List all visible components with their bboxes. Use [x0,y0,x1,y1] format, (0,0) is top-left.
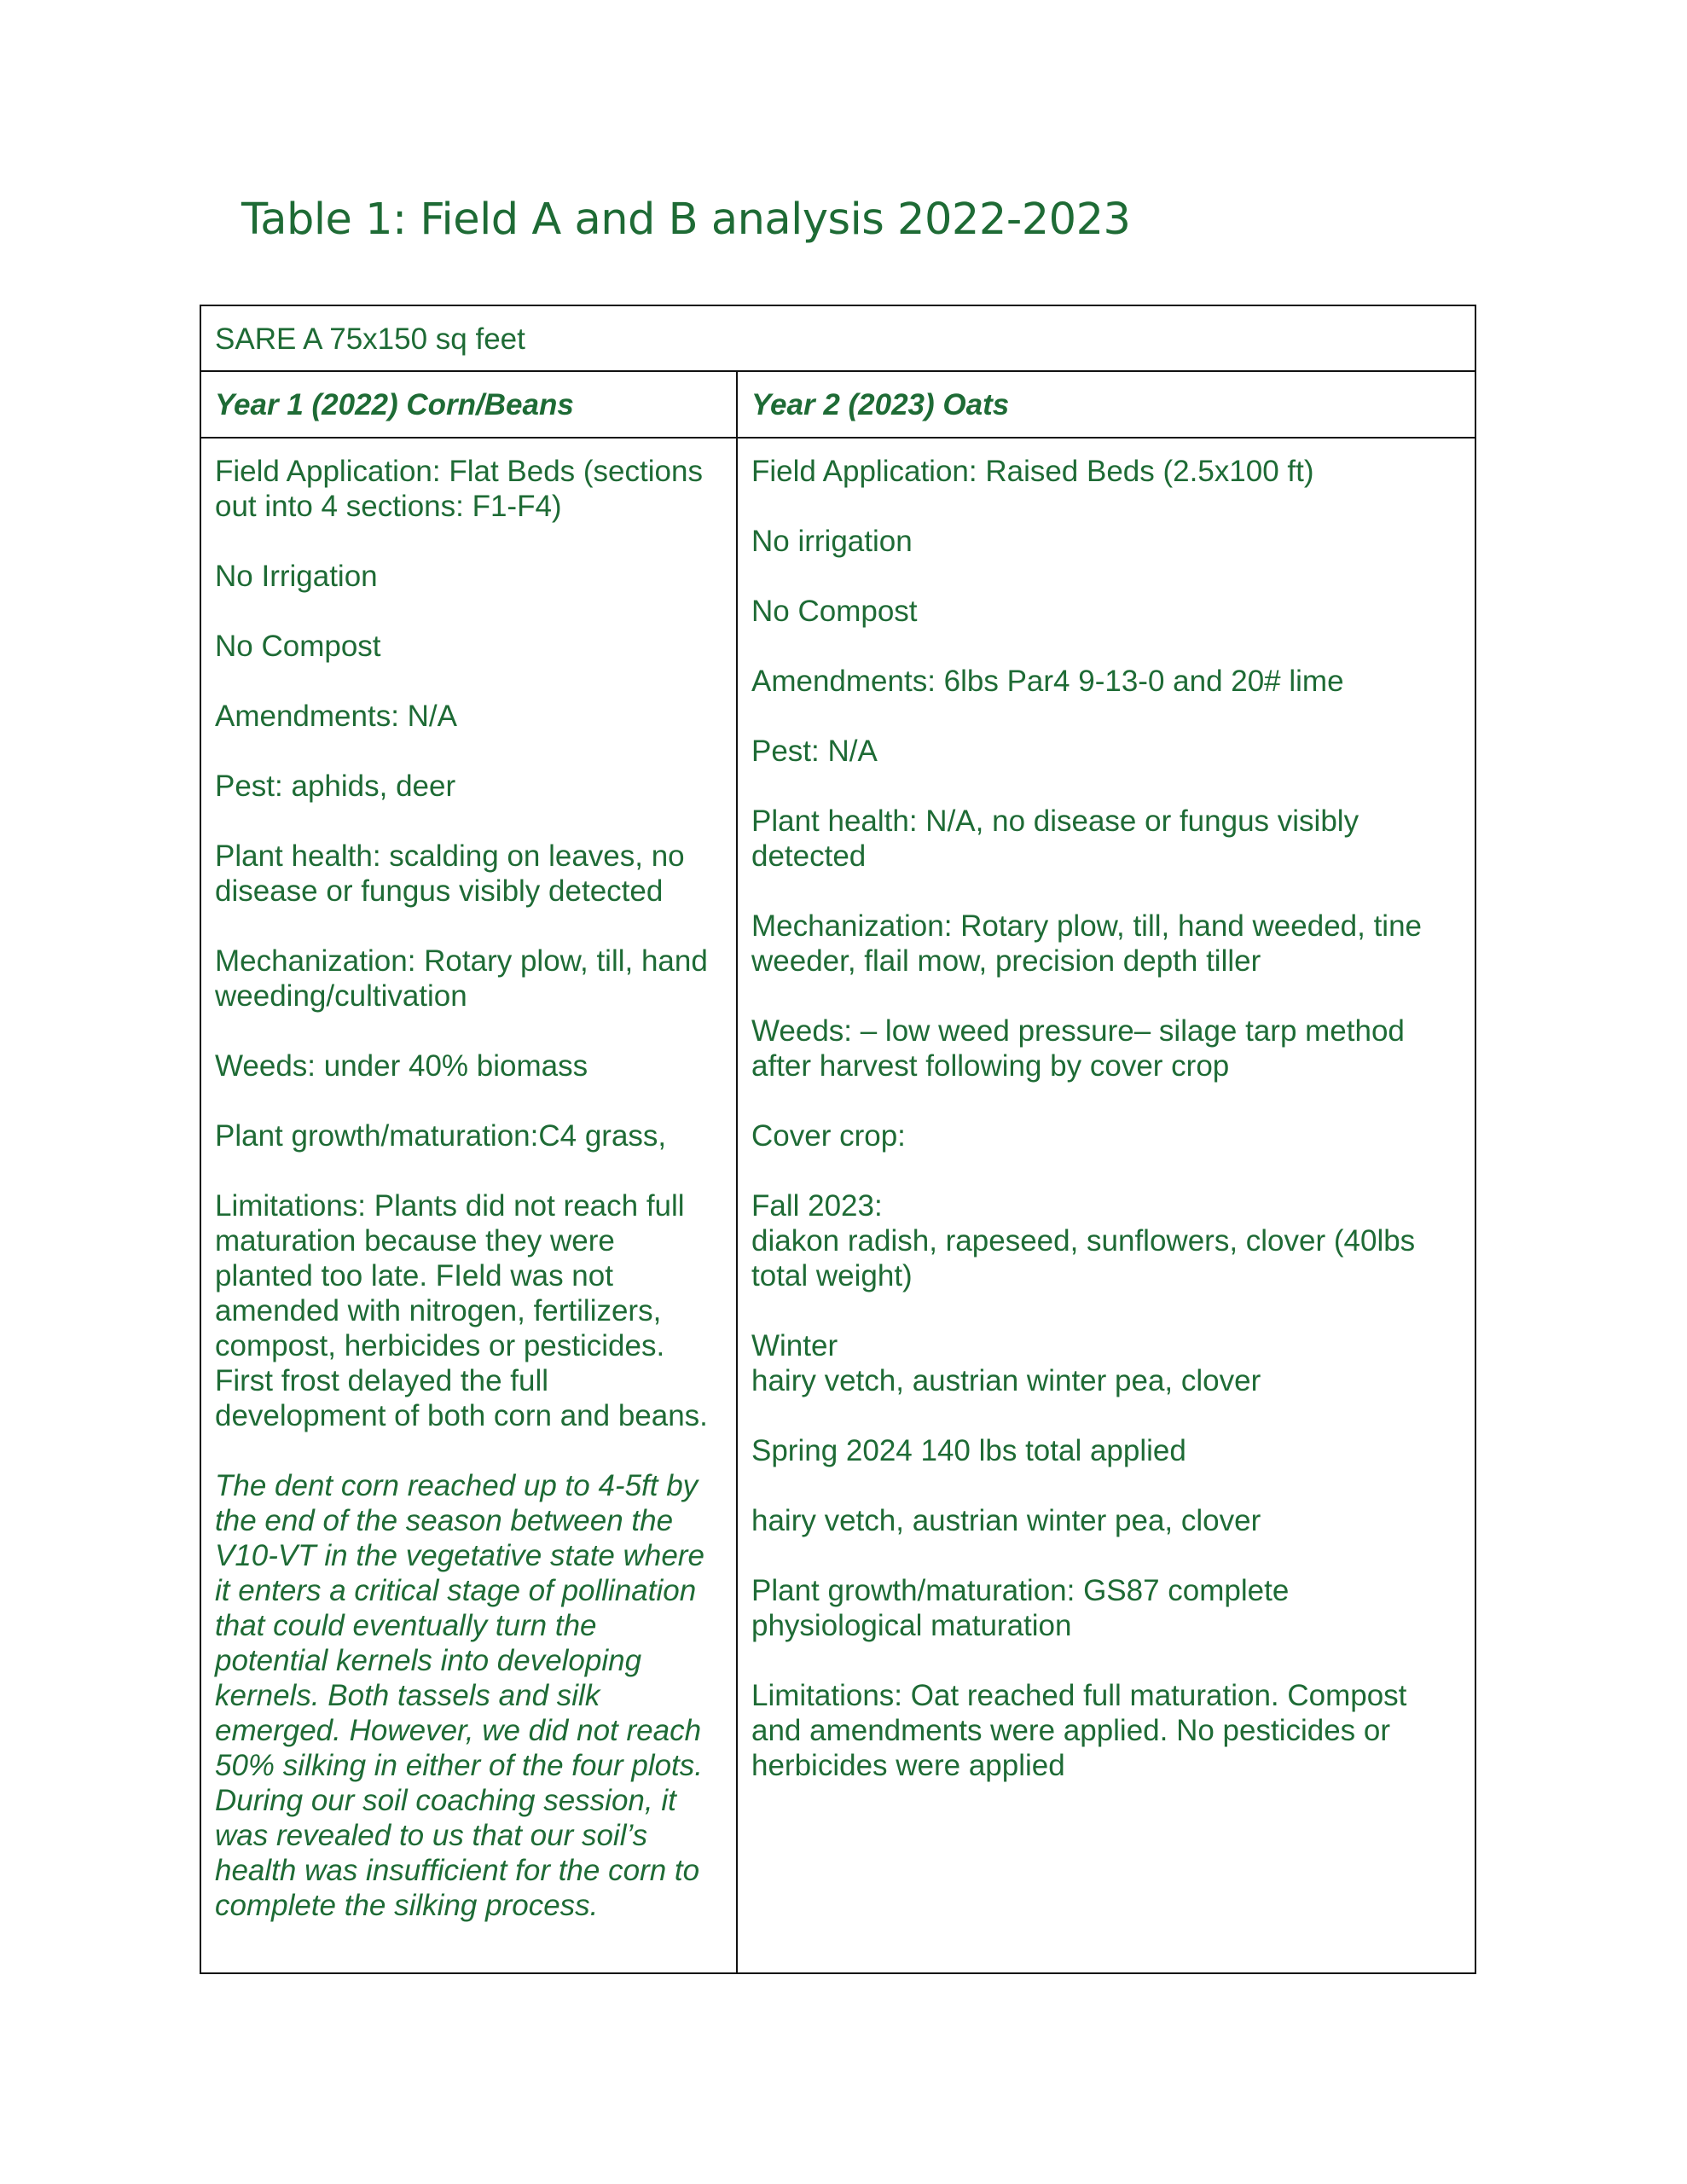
entry-text: Limitations: Oat reached full maturation. Compost and amendments were applied. No pesticides or herbicides were applied [751,1679,1407,1782]
entry-text: Spring 2024 140 lbs total applied [751,1434,1186,1467]
field-header-cell: SARE A 75x150 sq feet [200,305,1475,371]
year-2-header: Year 2 (2023) Oats [737,371,1475,438]
entry-text: Field Application: Flat Beds (sections out into 4 sections: F1-F4) [215,455,703,523]
entry-text: Pest: N/A [751,735,878,768]
entry-text: Weeds: – low weed pressure– silage tarp method after harvest following by cover crop [751,1014,1405,1083]
entry-text: Pest: aphids, deer [215,770,456,803]
entry-text: Plant growth/maturation:C4 grass, [215,1119,667,1153]
entry-text: Cover crop: [751,1119,906,1153]
entry-text: Mechanization: Rotary plow, till, hand weeding/cultivation [215,944,708,1013]
entry-text: No irrigation [751,525,913,558]
year-2-content-cell [737,438,1475,1973]
entry-text: Limitations: Plants did not reach full maturation because they were planted too late. FIeld was not amended with nitrogen, fertilizers, compost, herbicides or pesticides. First frost delayed the full development of both corn and beans. [215,1189,708,1432]
entry-text: No Compost [215,630,381,663]
field-header-row [200,305,1475,371]
entry-text: No Compost [751,595,918,628]
entry-text: Plant health: scalding on leaves, no disease or fungus visibly detected [215,839,685,908]
entry-text: Amendments: N/A [215,700,457,733]
content-row [200,438,1475,1973]
entry-text: Field Application: Raised Beds (2.5x100 ft) [751,455,1314,488]
year-header-row [200,371,1475,438]
page-title: Table 1: Field A and B analysis 2022-2023 [241,195,1131,245]
entry-text: Plant health: N/A, no disease or fungus visibly detected [751,804,1359,873]
field-analysis-table [200,305,1476,1974]
year-1-content-cell [200,438,737,1973]
entry-text: Amendments: 6lbs Par4 9-13-0 and 20# lime [751,665,1344,698]
entry-text: Winter hairy vetch, austrian winter pea, clover [751,1329,1261,1397]
entry-text: Mechanization: Rotary plow, till, hand weeded, tine weeder, flail mow, precision depth tiller [751,909,1423,978]
entry-text: hairy vetch, austrian winter pea, clover [751,1504,1261,1537]
entry-text: Weeds: under 40% biomass [215,1049,588,1083]
year-1-header: Year 1 (2022) Corn/Beans [200,371,737,438]
entry-text: Plant growth/maturation: GS87 complete physiological maturation [751,1574,1290,1642]
entry-text: The dent corn reached up to 4-5ft by the end of the season between the V10-VT in the vegetative state where it enters a critical stage of pollination that could eventually turn the potential kernels into developing kernels. Both tassels and silk emerged. However, we did not reach 50% silking in either of the four plots. During our soil coaching session, it was revealed to us that our soil’s health was insufficient for the corn to complete the silking process. [215,1469,704,1922]
entry-text: No Irrigation [215,560,378,593]
entry-text: Fall 2023: diakon radish, rapeseed, sunflowers, clover (40lbs total weight) [751,1189,1416,1292]
